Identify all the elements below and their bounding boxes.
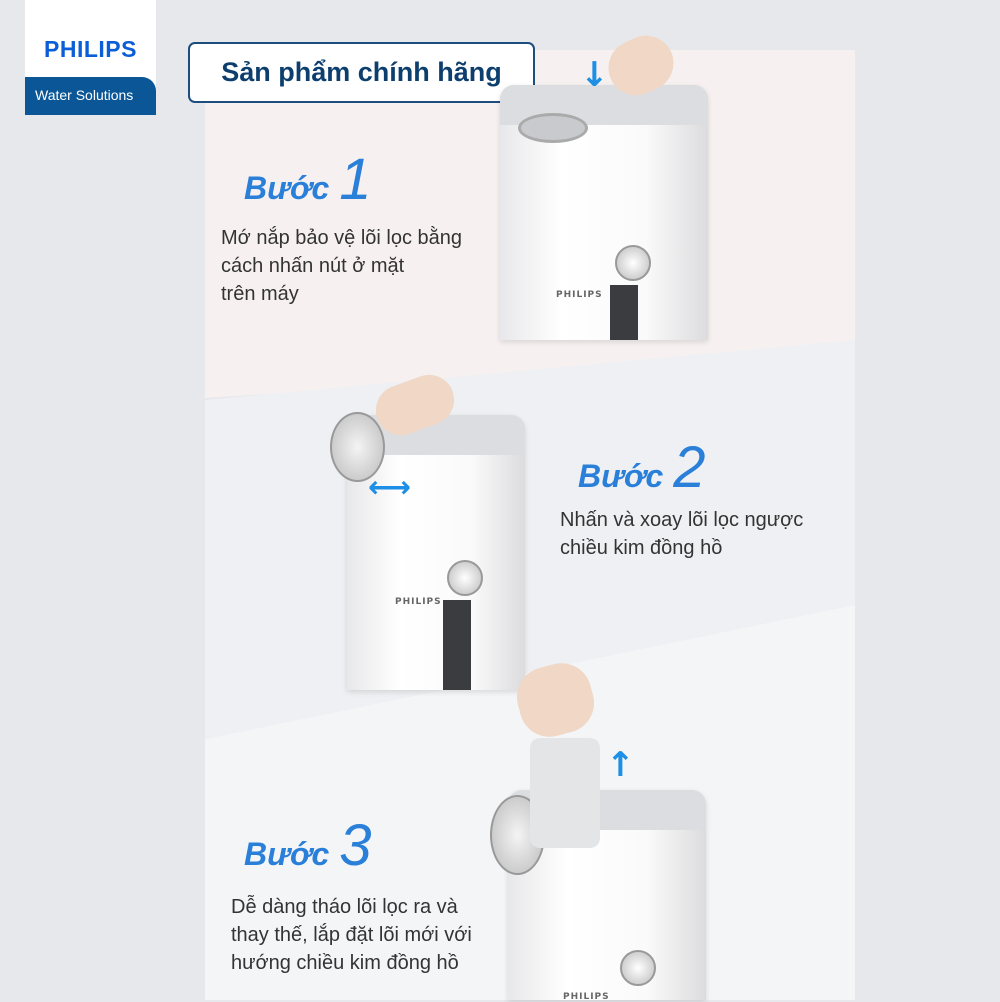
arrow-up-icon: ↑ bbox=[606, 745, 635, 785]
philips-logo bbox=[25, 0, 156, 115]
purifier-image-1 bbox=[500, 85, 708, 340]
step1-heading: Bước 1 bbox=[244, 147, 372, 212]
filter-cartridge-image bbox=[530, 738, 600, 848]
step2-description: Nhấn và xoay lõi lọc ngược chiều kim đồng hồ bbox=[560, 509, 804, 559]
step2-heading: Bước 2 bbox=[578, 435, 706, 500]
genuine-badge: Sản phẩm chính hãng bbox=[188, 42, 535, 103]
logo-subtitle: Water Solutions bbox=[25, 77, 156, 115]
arrow-down-icon: ↓ bbox=[580, 55, 609, 95]
rotate-arrow-icon: ⟷ bbox=[368, 470, 412, 505]
device-brand-label: PHILIPS bbox=[556, 290, 603, 300]
logo-brand: PHILIPS bbox=[44, 36, 137, 62]
device-brand-label: PHILIPS bbox=[395, 597, 442, 607]
device-brand-label: PHILIPS bbox=[563, 992, 610, 1002]
step1-description: Mớ nắp bảo vệ lõi lọc bằng cách nhấn nút ở mặt trên máy bbox=[221, 227, 463, 305]
step3-heading: Bước 3 bbox=[244, 813, 372, 878]
step3-description: Dễ dàng tháo lõi lọc ra và thay thế, lắp đặt lõi mới với hướng chiều kim đồng hồ bbox=[231, 896, 472, 974]
